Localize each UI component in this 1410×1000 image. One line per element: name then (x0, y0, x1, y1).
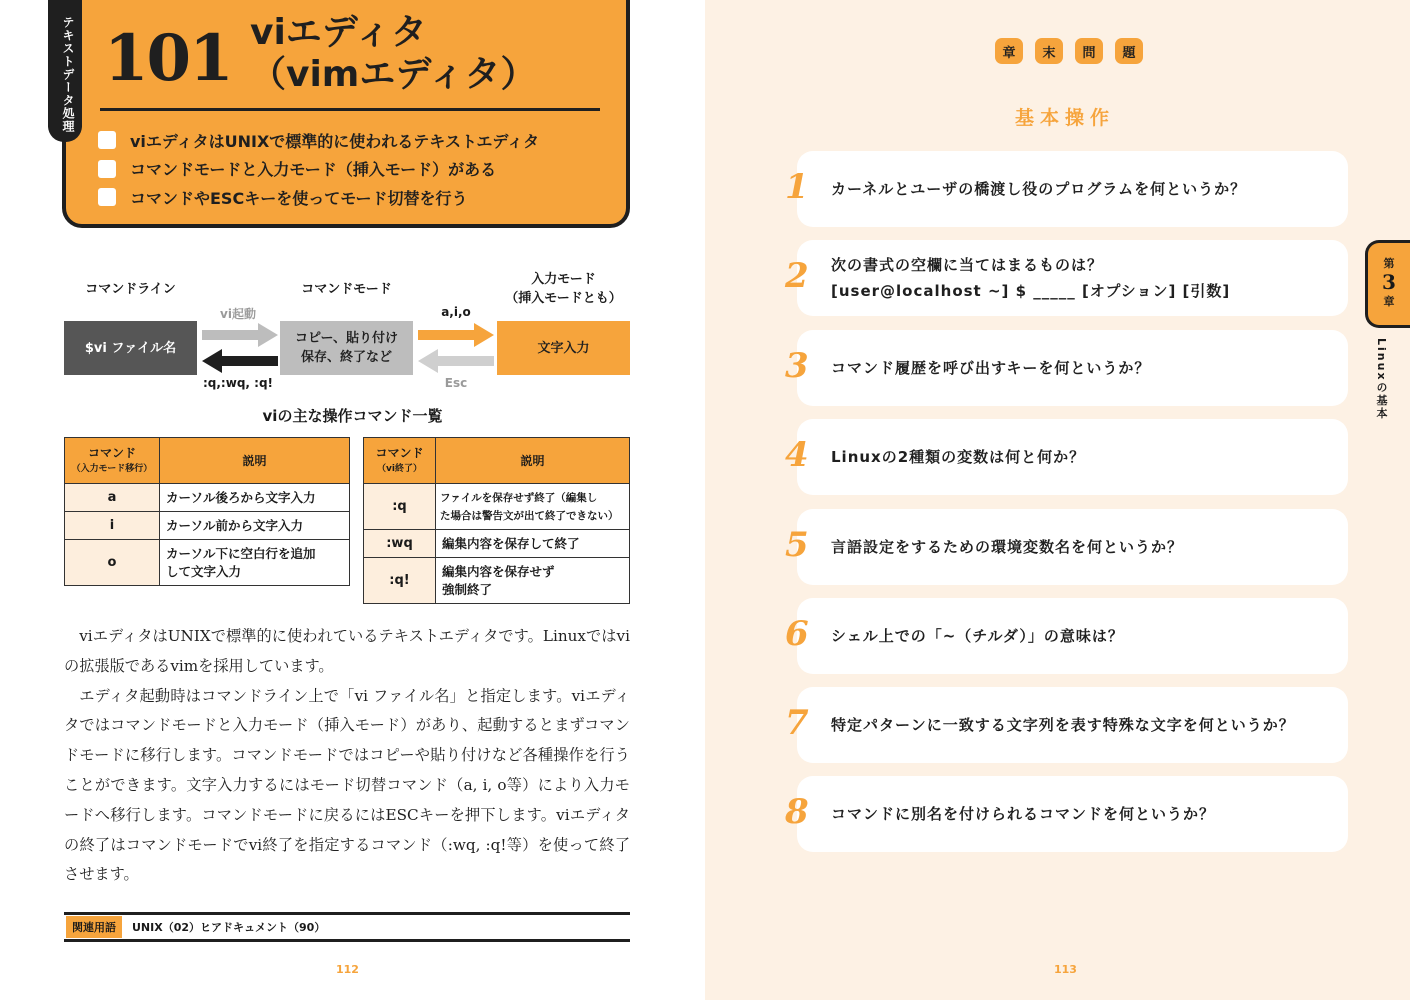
chapter-tab-prefix: 第 (1383, 257, 1395, 270)
arrow-label-vi-start: vi起動 (220, 307, 256, 321)
command-cell: a (65, 484, 160, 512)
question-text: コマンド履歴を呼び出すキーを何というか？ (831, 359, 1151, 377)
table-row (364, 484, 630, 530)
command-line-box: $vi ファイル名 (64, 321, 197, 375)
question-text: Linuxの2種類の変数は何と何か？ (831, 448, 1086, 466)
description-line: 編集内容を保存せず (442, 563, 555, 579)
paragraph: viエディタはUNIXで標準的に使われているテキストエディタです。Linuxではviの拡張版であるvimを採用しています。 (64, 627, 630, 675)
section-title (250, 12, 536, 96)
table-header-command-sub: （vi終了） (377, 463, 422, 474)
question-item (785, 687, 1350, 763)
question-text: 言語設定をするための環境変数名を何というか？ (831, 538, 1184, 556)
chapter-tab-number: 3 (1382, 270, 1396, 294)
table-header-description: 説明 (160, 438, 350, 484)
checkbox-icon (98, 188, 116, 206)
question-card (797, 598, 1348, 674)
arrow-right-gray-icon (202, 323, 278, 347)
question-item (785, 240, 1350, 316)
question-text: 特定パターンに一致する文字列を表す特殊な文字を何というか？ (831, 716, 1295, 734)
question-item (785, 598, 1350, 674)
question-item (785, 419, 1350, 495)
arrow-label-insert: a,i,o (441, 305, 471, 319)
question-item (785, 330, 1350, 406)
table-header-command (65, 438, 160, 484)
command-mode-box-line2: 保存、終了など (300, 350, 392, 365)
badge: 題 (1115, 38, 1143, 64)
question-text: コマンドに別名を付けられるコマンドを何というか？ (831, 805, 1216, 823)
section-title-line1: viエディタ (250, 12, 427, 53)
question-number: 8 (785, 792, 809, 832)
question-number: 5 (785, 525, 809, 565)
badge: 章 (995, 38, 1023, 64)
related-terms-text: UNIX（02）ヒアドキュメント（90） (132, 921, 326, 934)
description-cell: カーソル後ろから文字入力 (160, 484, 350, 512)
command-cell: :wq (364, 530, 436, 558)
description-cell (436, 558, 630, 604)
question-number: 1 (785, 167, 809, 207)
table-row (65, 512, 350, 540)
header-box (62, 0, 630, 228)
category-tab (48, 0, 82, 142)
description-line: た場合は警告文が出て終了できない） (440, 509, 619, 522)
table-row (65, 540, 350, 586)
command-cell: o (65, 540, 160, 586)
checkbox-icon (98, 131, 116, 149)
key-point-text: viエディタはUNIXで標準的に使われるテキストエディタ (130, 131, 540, 151)
table-header-command-sub: （入力モード移行） (71, 463, 153, 474)
category-tab-label: テキストデータ処理 (61, 16, 75, 133)
quiz-section-title: 基本操作 (1014, 107, 1115, 129)
description-line: して文字入力 (166, 563, 242, 579)
badge: 末 (1035, 38, 1063, 64)
body-text (64, 622, 630, 890)
header-divider (100, 108, 600, 111)
question-text: シェル上での「~（チルダ）」の意味は？ (831, 627, 1124, 645)
command-mode-box-line1: コピー、貼り付け (295, 331, 398, 346)
chapter-tab (1365, 240, 1410, 328)
related-terms-label: 関連用語 (66, 916, 122, 938)
key-point-text: コマンドモードと入力モード（挿入モード）がある (130, 160, 497, 180)
question-item (785, 509, 1350, 585)
description-line: 強制終了 (442, 581, 493, 597)
arrow-right-orange-icon (418, 323, 494, 347)
question-text: カーネルとユーザの橋渡し役のプログラムを何というか？ (831, 180, 1247, 198)
quit-command-table (363, 437, 630, 604)
input-mode-command-table (64, 437, 350, 586)
question-card (797, 687, 1348, 763)
question-card (797, 151, 1348, 227)
label-command-mode: コマンドモード (301, 282, 392, 297)
table-header-command (364, 438, 436, 484)
label-input-mode-line2: （挿入モードとも） (505, 291, 622, 306)
table-row (364, 558, 630, 604)
question-item (785, 776, 1350, 852)
label-input-mode (480, 270, 647, 308)
right-page (705, 0, 1410, 1000)
paragraph: エディタ起動時はコマンドライン上で「vi ファイル名」と指定します。viエディタではコマンドモードと入力モード（挿入モード）があり、起動するとまずコマンドモードに移行します。コマンドモードではコピーや貼り付けなど各種操作を行うことができます。文字入力するにはモード切替コマンド（a, i, o等）により入力モードへ移行します。コマンドモードに戻るにはESCキーを押下します。viエディタの終了はコマンドモードでvi終了を指定するコマンド（:wq, :q!等）を使って終了させます。 (64, 686, 631, 884)
description-cell (436, 484, 630, 530)
question-card (797, 419, 1348, 495)
page-number: 113 (1054, 963, 1077, 976)
question-number: 7 (785, 703, 809, 743)
description-cell (160, 540, 350, 586)
arrow-left-black-icon (202, 349, 278, 373)
key-points (98, 126, 539, 212)
question-number: 2 (785, 256, 809, 296)
question-number: 4 (785, 435, 809, 475)
label-input-mode-line1: 入力モード (531, 272, 596, 287)
label-command-line: コマンドライン (85, 282, 176, 297)
related-terms (64, 912, 630, 942)
command-cell: i (65, 512, 160, 540)
badge: 問 (1075, 38, 1103, 64)
key-point (98, 155, 539, 184)
arrow-left-gray-icon (418, 349, 494, 373)
command-cell: :q! (364, 558, 436, 604)
question-number: 3 (785, 346, 809, 386)
table-title: viの主な操作コマンド一覧 (262, 407, 443, 425)
key-point (98, 183, 539, 212)
command-mode-box (280, 321, 413, 375)
description-line: ファイルを保存せず終了（編集し (440, 491, 598, 504)
question-item (785, 151, 1350, 227)
question-number: 6 (785, 614, 809, 654)
description-line: カーソル下に空白行を追加 (166, 545, 316, 561)
table-header-command-label: コマンド (375, 445, 424, 460)
chapter-tab-suffix: 章 (1383, 295, 1395, 308)
checkbox-icon (98, 160, 116, 178)
question-card (797, 240, 1348, 316)
section-number: 101 (104, 21, 232, 96)
table-row (65, 484, 350, 512)
key-point (98, 126, 539, 155)
chapter-quiz-badges (995, 38, 1143, 64)
table-header-description: 説明 (436, 438, 630, 484)
description-cell: カーソル前から文字入力 (160, 512, 350, 540)
question-card (797, 776, 1348, 852)
table-header-command-label: コマンド (87, 445, 136, 460)
question-format-line: [user@localhost ~] $ _____ [オプション] [引数] (831, 282, 1231, 300)
key-point-text: コマンドやESCキーを使ってモード切替を行う (130, 188, 468, 208)
command-cell: :q (364, 484, 436, 530)
question-card (797, 330, 1348, 406)
question-card (797, 509, 1348, 585)
arrow-label-esc: Esc (444, 376, 468, 390)
chapter-name: Linuxの基本 (1375, 338, 1388, 421)
description-cell: 編集内容を保存して終了 (436, 530, 630, 558)
arrow-label-quit: :q,:wq, :q! (202, 376, 274, 390)
section-title-line2: （vimエディタ） (250, 54, 537, 95)
table-row (364, 530, 630, 558)
input-mode-box: 文字入力 (497, 321, 630, 375)
page-number: 112 (336, 963, 359, 976)
question-text: 次の書式の空欄に当てはまるものは？ (831, 256, 1104, 274)
